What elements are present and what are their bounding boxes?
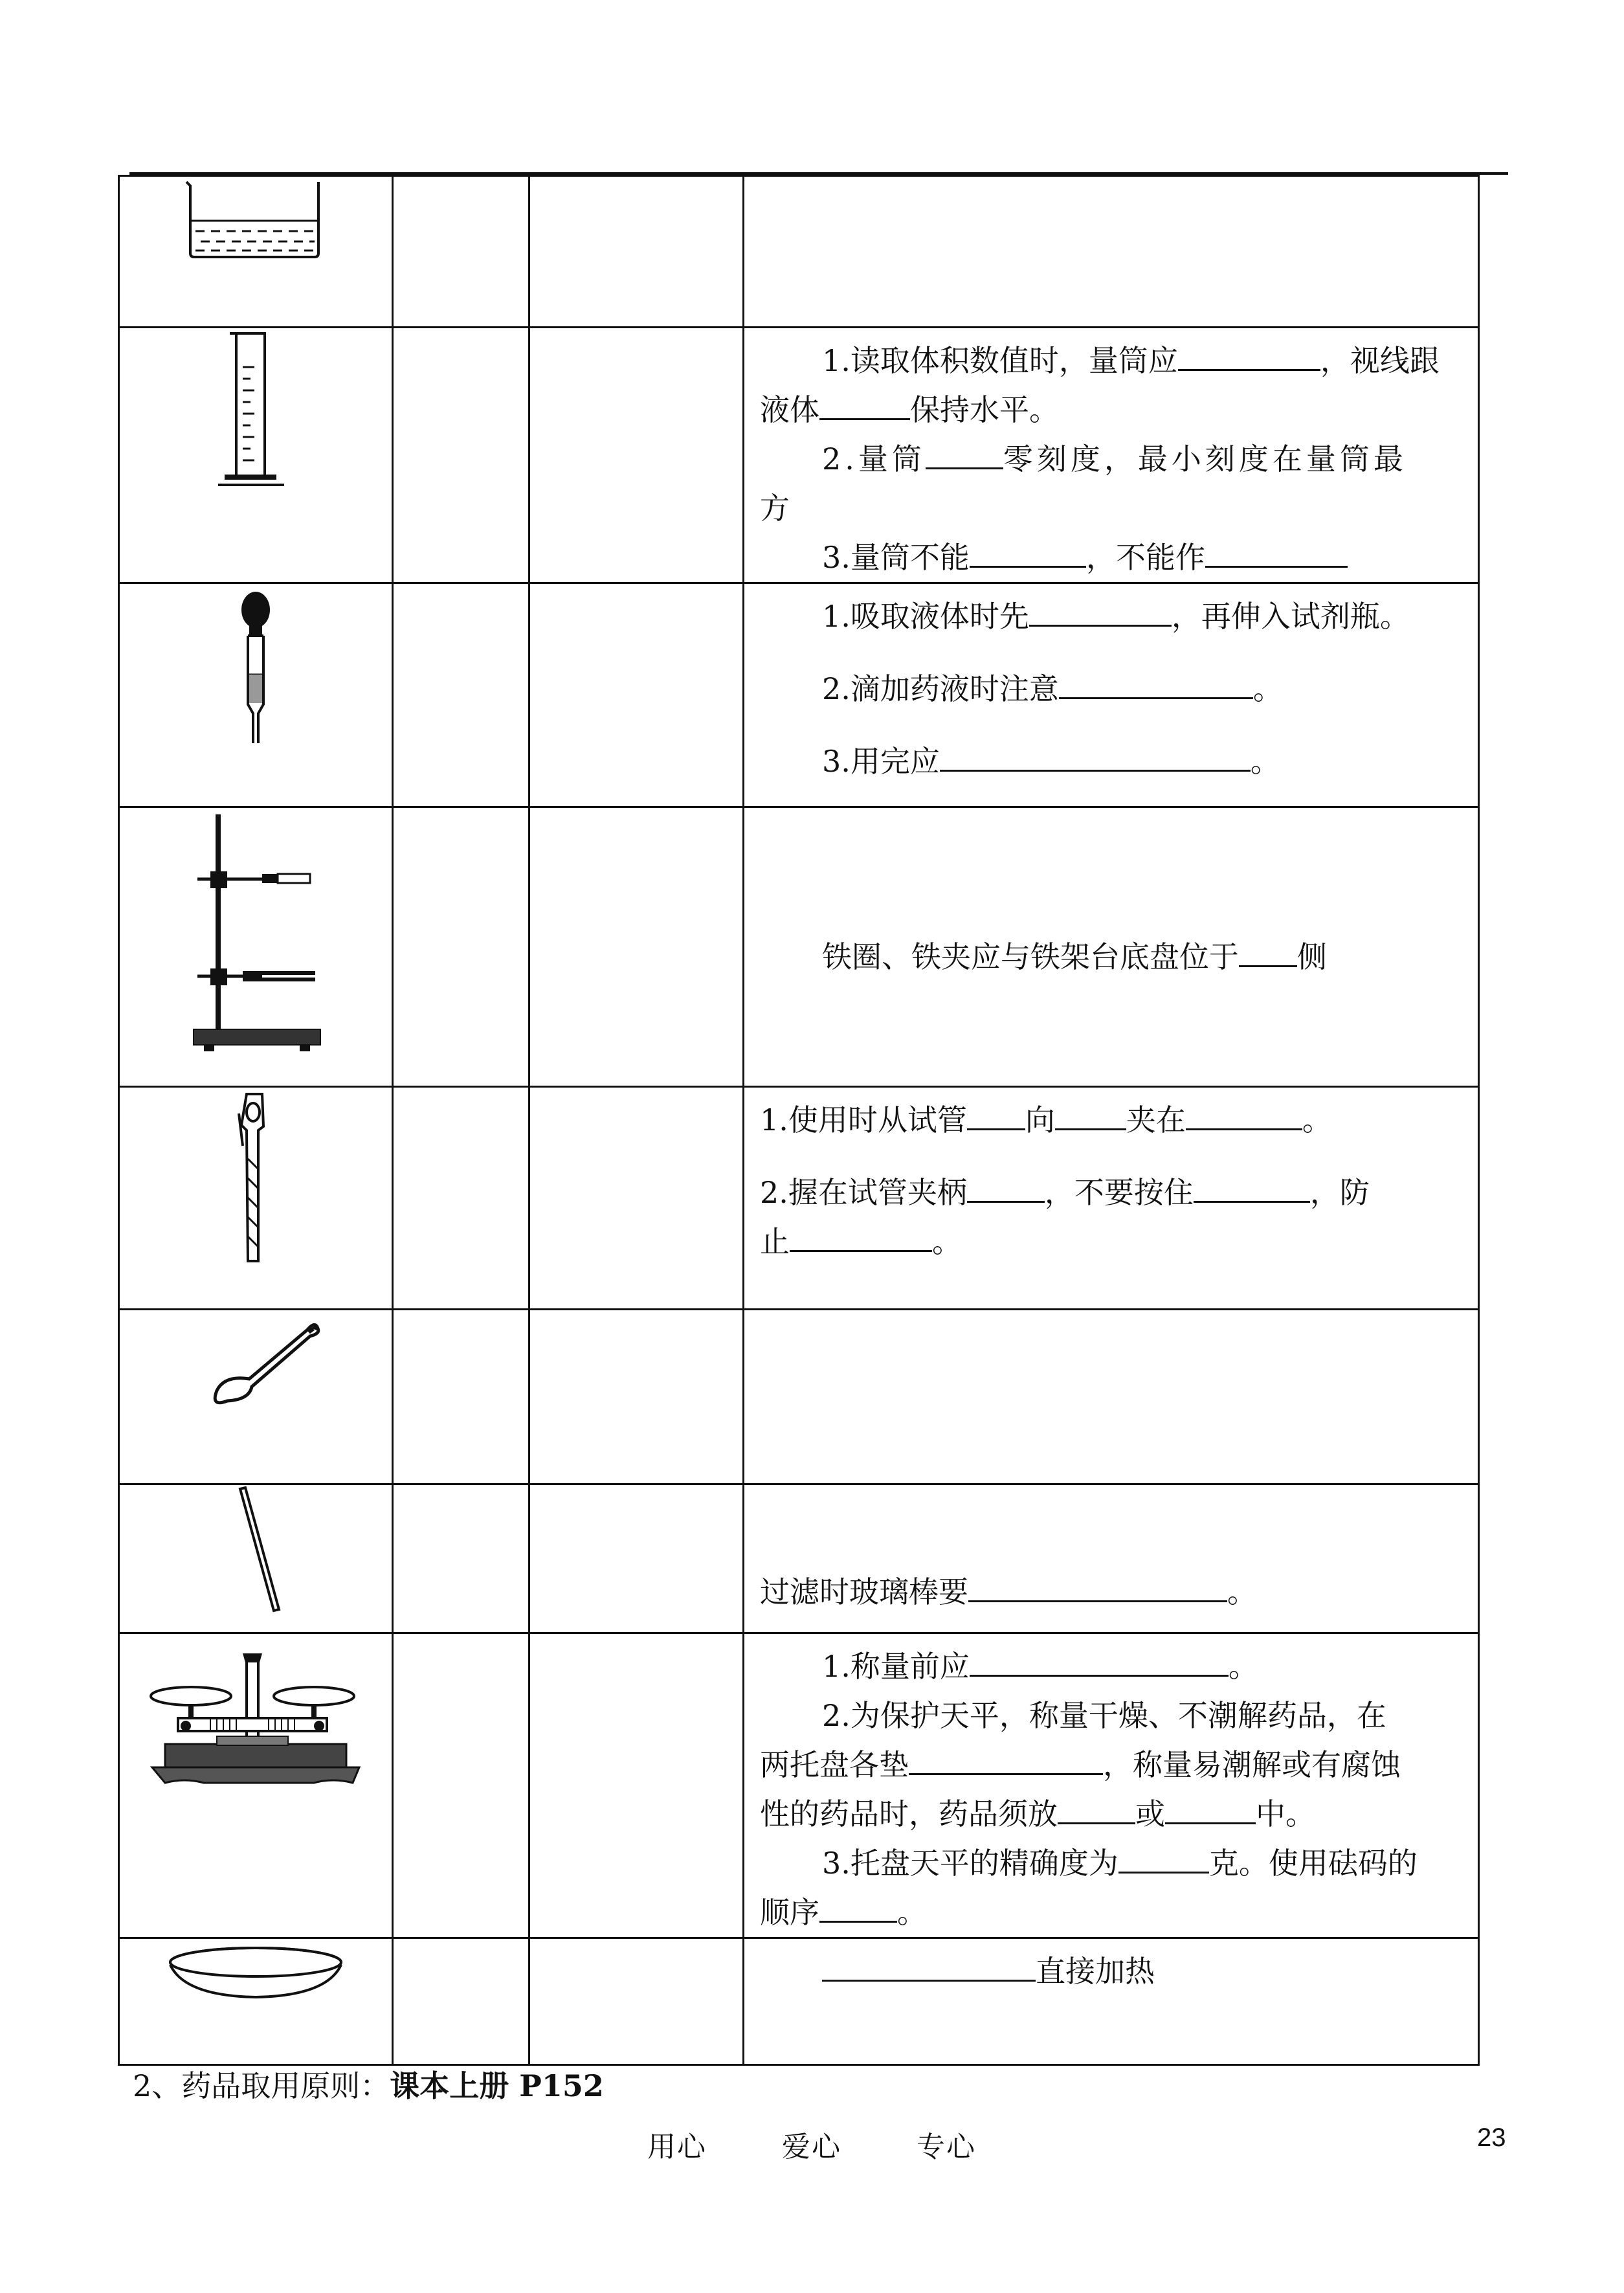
principle-note [133, 2063, 604, 2105]
fill-blank[interactable] [1178, 341, 1320, 371]
use-cell [529, 1087, 744, 1310]
fill-blank[interactable] [1059, 669, 1253, 699]
image-cell [119, 807, 393, 1087]
note-line: 2.为保护天平，称量干燥、不潮解药品，在 [822, 1698, 1386, 1733]
note-line: 顺序 。 [760, 1888, 1470, 1937]
note-line: 3.用完应 。 [760, 737, 1470, 786]
name-cell [393, 1087, 529, 1310]
image-cell [119, 1087, 393, 1310]
note-line: 2.握在试管夹柄 ，不要按住 ，防 [760, 1168, 1470, 1217]
use-cell [529, 1938, 744, 2065]
use-cell [529, 176, 744, 328]
image-cell [119, 1484, 393, 1633]
name-cell [393, 1633, 529, 1938]
evaporating-dish-icon [165, 1939, 346, 2004]
graduated-cylinder-icon [217, 328, 295, 490]
fill-blank[interactable] [940, 741, 1251, 772]
table-row [119, 1938, 1479, 2065]
name-cell [393, 807, 529, 1087]
table-row [119, 807, 1479, 1087]
principle-label: 2、药品取用原则： [133, 2068, 390, 2103]
note-line: 方 [760, 491, 790, 526]
table-row [119, 328, 1479, 583]
iron-stand-icon [178, 808, 333, 1054]
use-cell [529, 1633, 744, 1938]
image-cell [119, 1310, 393, 1484]
note-line: 性的药品时，药品须放 或 中。 [760, 1789, 1470, 1839]
fill-blank[interactable] [967, 1172, 1045, 1203]
footer-motto [647, 2123, 1041, 2165]
fill-blank[interactable] [819, 1892, 897, 1923]
note-line: 液体 保持水平。 [760, 385, 1470, 434]
table-row [119, 1484, 1479, 1633]
fill-blank[interactable] [819, 390, 910, 420]
fill-blank[interactable] [1118, 1843, 1209, 1874]
fill-blank[interactable] [1194, 1172, 1310, 1203]
fill-blank[interactable] [1239, 937, 1297, 967]
note-line: 1.读取体积数值时，量筒应 ，视线跟 [760, 336, 1470, 385]
note-line: 1.使用时从试管 向 夹在 。 [760, 1095, 1470, 1145]
fill-blank[interactable] [926, 439, 1003, 469]
note-line: 止 。 [760, 1217, 1470, 1266]
note-line: 1.吸取液体时先 ，再伸入试剂瓶。 [760, 592, 1470, 641]
use-cell [529, 328, 744, 583]
glass-rod-icon [210, 1485, 301, 1615]
note-line: 2.量筒 零刻度，最小刻度在量筒最 [760, 434, 1470, 484]
table-row [119, 1087, 1479, 1310]
motto-word: 用心 [647, 2131, 707, 2164]
note-line: 直接加热 [760, 1947, 1470, 1996]
use-cell [529, 1484, 744, 1633]
note-line: 两托盘各垫 ，称量易潮解或有腐蚀 [760, 1740, 1470, 1789]
test-tube-holder-icon [223, 1088, 288, 1269]
beaker-icon [181, 177, 330, 261]
image-cell [119, 176, 393, 328]
notes-cell [744, 176, 1479, 328]
note-line: 1.称量前应 。 [760, 1642, 1470, 1691]
fill-blank[interactable] [790, 1222, 932, 1252]
fill-blank[interactable] [1029, 596, 1172, 627]
note-line: 3.量筒不能 ，不能作 [760, 533, 1470, 582]
principle-reference: 课本上册 P152 [390, 2068, 604, 2103]
note-line: 过滤时玻璃棒要 。 [760, 1567, 1470, 1616]
fill-blank[interactable] [968, 1572, 1227, 1602]
motto-word: 爱心 [782, 2131, 841, 2164]
use-cell [529, 807, 744, 1087]
name-cell [393, 1484, 529, 1633]
image-cell [119, 1938, 393, 2065]
fill-blank[interactable] [1058, 1794, 1135, 1824]
note-line: 铁圈、铁夹应与铁架台底盘位于 侧 [760, 932, 1470, 981]
notes-cell [744, 583, 1479, 807]
medicine-spoon-icon [172, 1310, 340, 1420]
note-line: 2.滴加药液时注意 。 [760, 664, 1470, 713]
table-row [119, 1633, 1479, 1938]
notes-cell [744, 1633, 1479, 1938]
note-line: 3.托盘天平的精确度为 克。使用砝码的 [760, 1839, 1470, 1888]
name-cell [393, 1938, 529, 2065]
notes-cell [744, 1310, 1479, 1484]
table-row [119, 583, 1479, 807]
fill-blank[interactable] [1165, 1794, 1256, 1824]
fill-blank[interactable] [1055, 1100, 1126, 1130]
lab-equipment-table [118, 175, 1480, 2066]
name-cell [393, 583, 529, 807]
table-row [119, 1310, 1479, 1484]
fill-blank[interactable] [967, 1100, 1025, 1130]
image-cell [119, 583, 393, 807]
notes-cell [744, 1087, 1479, 1310]
fill-blank[interactable] [1186, 1100, 1302, 1130]
notes-cell [744, 328, 1479, 583]
fill-blank[interactable] [909, 1745, 1103, 1775]
notes-cell [744, 807, 1479, 1087]
use-cell [529, 583, 744, 807]
fill-blank[interactable] [1205, 537, 1348, 568]
image-cell [119, 328, 393, 583]
fill-blank[interactable] [822, 1951, 1036, 1982]
image-cell [119, 1633, 393, 1938]
use-cell [529, 1310, 744, 1484]
dropper-icon [230, 584, 282, 746]
motto-word: 专心 [917, 2131, 976, 2164]
table-row [119, 176, 1479, 328]
fill-blank[interactable] [970, 1646, 1229, 1677]
name-cell [393, 176, 529, 328]
balance-icon [139, 1647, 372, 1815]
name-cell [393, 328, 529, 583]
page-number: 23 [1477, 2123, 1506, 2152]
notes-cell [744, 1938, 1479, 2065]
notes-cell [744, 1484, 1479, 1633]
name-cell [393, 1310, 529, 1484]
fill-blank[interactable] [970, 537, 1086, 568]
